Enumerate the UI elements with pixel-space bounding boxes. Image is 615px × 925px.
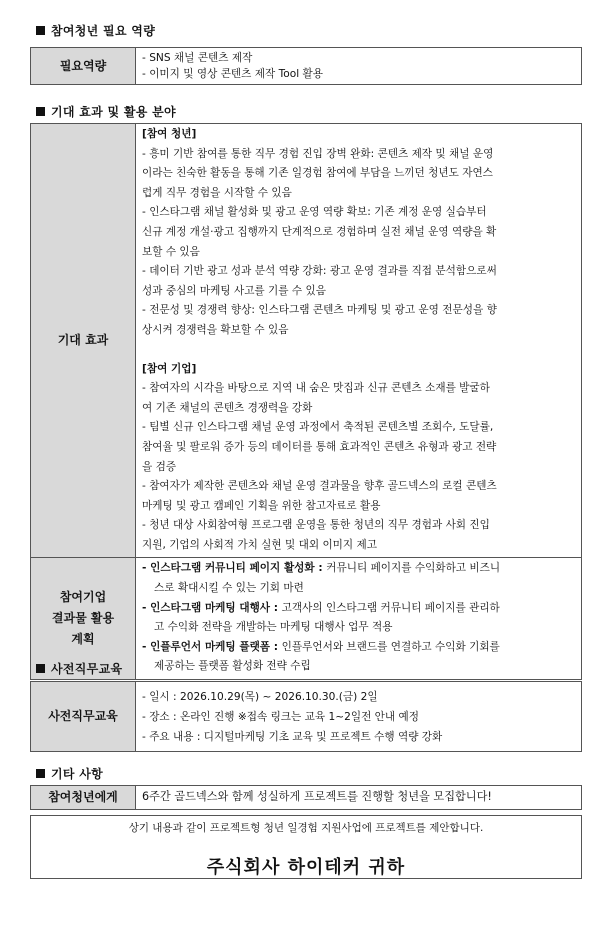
text-line: 스로 확대시킬 수 있는 기회 마련 (154, 582, 304, 595)
square-bullet-icon (36, 107, 45, 116)
text-line: 참여율 및 팔로워 증가 등의 데이터를 통해 효과적인 콘텐츠 유형과 광고 전략 (142, 440, 497, 453)
text-line: 상시켜 경쟁력을 확보할 수 있음 (142, 323, 289, 336)
expected-effects-label: 기대 효과 (31, 124, 136, 558)
heading-text: 기타 사항 (51, 767, 104, 781)
to-youth-label: 참여청년에게 (31, 786, 136, 810)
square-bullet-icon (36, 769, 45, 778)
result-use-plan-label: 참여기업 결과물 활용 계획 (31, 558, 136, 680)
square-bullet-icon (36, 26, 45, 35)
text-line: 여 기존 채널의 콘텐츠 경쟁력을 강화 (142, 401, 313, 414)
text-line: 지원, 기업의 사회적 가치 실현 및 대외 이미지 제고 (142, 538, 377, 551)
expected-effects-content (136, 124, 582, 558)
use-item: - 인스타그램 마케팅 대행사 : 고객사의 인스타그램 커뮤니티 페이지를 관리하 (142, 601, 500, 614)
pre-training-table (30, 681, 582, 752)
section-heading-pre-training (36, 660, 122, 677)
section-heading-required-skills (36, 22, 155, 39)
other-table (30, 785, 582, 810)
required-skills-table (30, 47, 582, 85)
text-line: - 주요 내용 : 디지털마케팅 기초 교육 및 프로젝트 수행 역량 강화 (142, 731, 443, 743)
use-item: - 인플루언서 마케팅 플랫폼 : 인플루언서와 브랜드를 연결하고 수익화 기회를 (142, 640, 500, 653)
text-line: 을 검증 (142, 460, 177, 473)
text-line: - 인스타그램 채널 활성화 및 광고 운영 역량 확보: 기존 계정 운영 실습부터 (142, 206, 487, 219)
text-line: - 데이터 기반 광고 성과 분석 역량 강화: 광고 운영 결과를 직접 분석함으로써 (142, 265, 497, 278)
pre-training-label: 사전직무교육 (31, 682, 136, 752)
text-line: 성과 중심의 마케팅 사고를 기를 수 있음 (142, 284, 326, 297)
recipient-line: 주식회사 하이테커 귀하 (206, 857, 406, 878)
company-title: [참여 기업] (142, 362, 197, 375)
to-youth-content (136, 786, 582, 810)
text-line: 럽게 직무 경험을 시작할 수 있음 (142, 186, 292, 199)
required-skills-label: 필요역량 (31, 48, 136, 85)
text-line: - SNS 채널 콘텐츠 제작 (142, 52, 253, 64)
text-line: 보할 수 있음 (142, 245, 200, 258)
result-use-plan-content (136, 558, 582, 680)
text-line: - 장소 : 온라인 진행 ※접속 링크는 교육 1~2일전 안내 예정 (142, 711, 419, 723)
text-line: 마케팅 및 광고 캠페인 기획을 위한 참고자료로 활용 (142, 499, 381, 512)
proposal-statement: 상기 내용과 같이 프로젝트형 청년 일경험 지원사업에 프로젝트를 제안합니다. (128, 822, 484, 834)
text-line: - 참여자의 시각을 바탕으로 지역 내 숨은 맛집과 신규 콘텐츠 소재를 발굴하 (142, 382, 490, 395)
text-line: - 흥미 기반 참여를 통한 직무 경험 진입 장벽 완화: 콘텐츠 제작 및 채널 운영 (142, 147, 494, 160)
text-line: - 참여자가 제작한 콘텐츠와 채널 운영 결과물을 향후 골드넥스의 로컬 콘텐츠 (142, 480, 497, 493)
required-skills-content (136, 48, 582, 85)
heading-text: 사전직무교육 (51, 662, 123, 676)
text-line: - 전문성 및 경쟁력 향상: 인스타그램 콘텐츠 마케팅 및 광고 운영 전문성을 향 (142, 304, 497, 317)
heading-text: 기대 효과 및 활용 분야 (51, 105, 176, 119)
proposal-footer (30, 815, 582, 879)
text-line: - 일시 : 2026.10.29(목) ~ 2026.10.30.(금) 2일 (142, 691, 378, 703)
youth-title: [참여 청년] (142, 128, 197, 140)
pre-training-content (136, 682, 582, 752)
text-line: 6주간 골드넥스와 함께 성실하게 프로젝트를 진행할 청년을 모집합니다! (142, 790, 492, 803)
use-item: - 인스타그램 커뮤니티 페이지 활성화 : 커뮤니티 페이지를 수익화하고 비즈니 (142, 562, 501, 575)
expected-effects-table (30, 123, 582, 680)
section-heading-expected-effects (36, 103, 176, 120)
section-heading-other (36, 765, 103, 782)
text-line: 고 수익화 전략을 개발하는 마케팅 대행사 업무 적용 (154, 621, 393, 634)
text-line: - 팀별 신규 인스타그램 채널 운영 과정에서 축적된 콘텐츠별 조회수, 도달률, (142, 421, 494, 434)
text-line: 제공하는 플랫폼 활성화 전략 수립 (154, 660, 311, 673)
text-line: - 이미지 및 영상 콘텐츠 제작 Tool 활용 (142, 68, 324, 80)
text-line: 신규 계정 개설·광고 집행까지 단계적으로 경험하며 실전 채널 운영 역량을 확 (142, 225, 497, 238)
heading-text: 참여청년 필요 역량 (51, 24, 156, 38)
text-line: - 청년 대상 사회참여형 프로그램 운영을 통한 청년의 직무 경험과 사회 진입 (142, 519, 490, 532)
square-bullet-icon (36, 664, 45, 673)
text-line: 이라는 친숙한 활동을 통해 기존 일경험 참여에 부담을 느끼던 청년도 자연스 (142, 167, 493, 180)
